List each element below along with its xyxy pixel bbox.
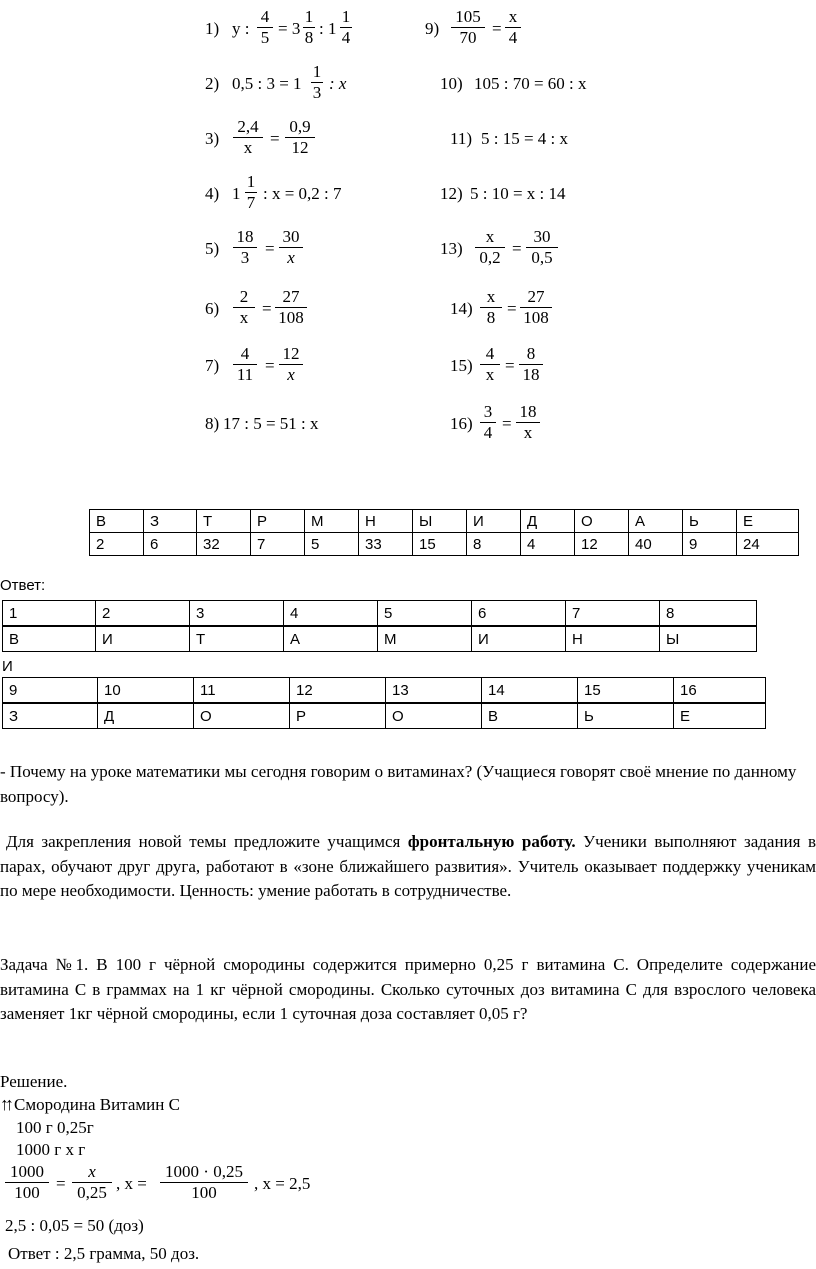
table-cell: 12	[575, 533, 629, 556]
table-cell: 8	[467, 533, 521, 556]
problem-4: 4) 1 1 7 : x = 0,2 : 7	[205, 172, 342, 212]
problem-15: 15) 4 x = 8 18	[450, 342, 650, 390]
table-cell: 1	[3, 601, 96, 627]
table-cell: В	[3, 626, 96, 652]
table-cell: Р	[290, 703, 386, 729]
fraction: 1000 · 0,25 100	[160, 1162, 248, 1203]
table-cell: Ь	[683, 510, 737, 533]
problem-11: 11) 5 : 15 = 4 : x	[450, 129, 569, 148]
table-cell: Т	[190, 626, 284, 652]
table-cell: 8	[660, 601, 757, 627]
table-cell: Е	[674, 703, 766, 729]
table-cell: Н	[359, 510, 413, 533]
problem-16: 16) 3 4 = 18 x	[450, 400, 650, 448]
problem-1: 1) y : 4 5 = 3 1 8 : 1 1 4	[205, 7, 351, 47]
table-cell: 6	[472, 601, 566, 627]
fraction: 27 108	[520, 287, 552, 328]
problem-10: 10) 105 : 70 = 60 : x	[440, 74, 587, 93]
table-cell: 5	[305, 533, 359, 556]
table-cell: 4	[284, 601, 378, 627]
table-cell: А	[284, 626, 378, 652]
answer-letters-row	[3, 626, 757, 652]
answer-label: Ответ:	[0, 577, 46, 594]
frontal-work-paragraph	[0, 830, 816, 904]
table-cell: И	[96, 626, 190, 652]
table-cell: З	[3, 703, 98, 729]
table-cell: 3	[190, 601, 284, 627]
fraction: 4 5	[257, 7, 273, 48]
answer-numbers-row	[3, 601, 757, 627]
fraction: 1000 100	[5, 1162, 49, 1203]
solution-header: Смородина Витамин С	[14, 1095, 180, 1114]
answer-letters-row	[3, 703, 766, 729]
table-cell: О	[194, 703, 290, 729]
table-cell: З	[144, 510, 197, 533]
table-cell: 11	[194, 678, 290, 704]
fraction: 1 4	[341, 7, 351, 47]
arrows-icon: ↑↑	[0, 1094, 10, 1114]
table-cell: Ы	[660, 626, 757, 652]
frontal-bold: фронтальную работу.	[407, 832, 576, 851]
table-cell: 9	[3, 678, 98, 704]
problem-14: 14) x 8 = 27 108	[450, 285, 650, 333]
table-cell: Д	[98, 703, 194, 729]
fraction: 3 4	[480, 402, 496, 443]
fraction: 12 x	[279, 344, 303, 385]
fraction: 1 3	[312, 62, 322, 102]
answer-numbers-row	[3, 678, 766, 704]
table-cell: 4	[521, 533, 575, 556]
fraction: 8 18	[519, 344, 543, 385]
fraction: 27 108	[275, 287, 307, 328]
table-cell: Т	[197, 510, 251, 533]
table-cell: Е	[737, 510, 799, 533]
fraction: x 8	[480, 287, 502, 328]
table-cell: О	[386, 703, 482, 729]
table-cell: 9	[683, 533, 737, 556]
key-letters-row	[90, 510, 799, 533]
table-cell: Р	[251, 510, 305, 533]
fraction: 30 x	[279, 227, 303, 268]
table-cell: Н	[566, 626, 660, 652]
solution-title: Решение.	[0, 1072, 68, 1091]
problem-9: 9) 105 70 = x 4	[425, 5, 625, 53]
fraction: 1 8	[304, 7, 314, 47]
problem-2: 2) 0,5 : 3 = 1 1 3 : x	[205, 62, 347, 102]
table-cell: 13	[386, 678, 482, 704]
table-cell: 6	[144, 533, 197, 556]
frontal-text-after: Ученики выполняют задания в парах, обучают друг друга, работают в «зоне ближайшего развития». Учитель оказывает поддержку ученикам по мере необходимости. Ценность: умение работать в сотрудничестве.	[0, 832, 816, 900]
table-cell: 7	[251, 533, 305, 556]
table-cell: 7	[566, 601, 660, 627]
fraction: 2 x	[233, 287, 255, 328]
fraction: 30 0,5	[526, 227, 558, 268]
solution-equation: 1000 100 = x 0,25 , x = 1000 · 0,25 100 , x = 2,5	[0, 1160, 400, 1210]
fraction: 4 11	[233, 344, 257, 385]
question-paragraph: - Почему на уроке математики мы сегодня говорим о витаминах? (Учащиеся говорят своё мнение по данному вопросу).	[0, 762, 797, 806]
table-cell: 15	[413, 533, 467, 556]
fraction: 4 x	[480, 344, 500, 385]
table-cell: 40	[629, 533, 683, 556]
table-cell: А	[629, 510, 683, 533]
problem-6: 6) 2 x = 27 108	[205, 285, 405, 333]
table-cell: 33	[359, 533, 413, 556]
fraction: 18 3	[233, 227, 257, 268]
solution-row-2: 1000 г х г	[16, 1140, 86, 1159]
fraction: 1 7	[246, 172, 256, 212]
task-paragraph: Задача №1. В 100 г чёрной смородины содержится примерно 0,25 г витамина С. Определите содержание витамина С в граммах на 1 кг чёрной смородины. Сколько суточных доз витамина С для взрослого человека заменяет 1кг чёрной смородины, если 1 суточная доза составляет 0,05 г?	[0, 955, 816, 1023]
table-cell: И	[472, 626, 566, 652]
table-cell: 5	[378, 601, 472, 627]
table-cell: 2	[96, 601, 190, 627]
table-cell: М	[305, 510, 359, 533]
fraction: 105 70	[451, 7, 485, 48]
answer-table-2	[2, 677, 766, 729]
frontal-text-before: Для закрепления новой темы предложите учащимся	[6, 832, 408, 851]
table-cell: 2	[90, 533, 144, 556]
table-cell: 24	[737, 533, 799, 556]
table-cell: 15	[578, 678, 674, 704]
fraction: 18 x	[516, 402, 540, 443]
final-answer: Ответ : 2,5 грамма, 50 доз.	[8, 1244, 200, 1263]
solution-row-1: 100 г 0,25г	[16, 1118, 94, 1137]
table-cell: Д	[521, 510, 575, 533]
table-cell: О	[575, 510, 629, 533]
answer-between: И	[2, 658, 13, 675]
fraction: x 4	[505, 7, 521, 48]
problem-7: 7) 4 11 = 12 x	[205, 342, 405, 390]
key-table	[89, 509, 799, 556]
table-cell: 10	[98, 678, 194, 704]
table-cell: Ы	[413, 510, 467, 533]
key-numbers-row	[90, 533, 799, 556]
table-cell: В	[482, 703, 578, 729]
table-cell: М	[378, 626, 472, 652]
doses-line: 2,5 : 0,05 = 50 (доз)	[5, 1216, 144, 1235]
fraction: 2,4 x	[233, 117, 263, 158]
fraction: x 0,2	[475, 227, 505, 268]
problem-13: 13) x 0,2 = 30 0,5	[440, 225, 640, 273]
table-cell: И	[467, 510, 521, 533]
table-cell: 16	[674, 678, 766, 704]
table-cell: 32	[197, 533, 251, 556]
problem-5: 5) 18 3 = 30 x	[205, 225, 405, 273]
fraction: x 0,25	[72, 1162, 112, 1203]
problem-3: 3) 2,4 x = 0,9 12	[205, 115, 405, 163]
table-cell: 12	[290, 678, 386, 704]
table-cell: В	[90, 510, 144, 533]
table-cell: Ь	[578, 703, 674, 729]
fraction: 0,9 12	[285, 117, 315, 158]
answer-table-1	[2, 600, 757, 652]
problem-8: 8) 17 : 5 = 51 : x	[205, 414, 319, 433]
table-cell: 14	[482, 678, 578, 704]
problem-12: 12) 5 : 10 = x : 14	[440, 184, 566, 203]
